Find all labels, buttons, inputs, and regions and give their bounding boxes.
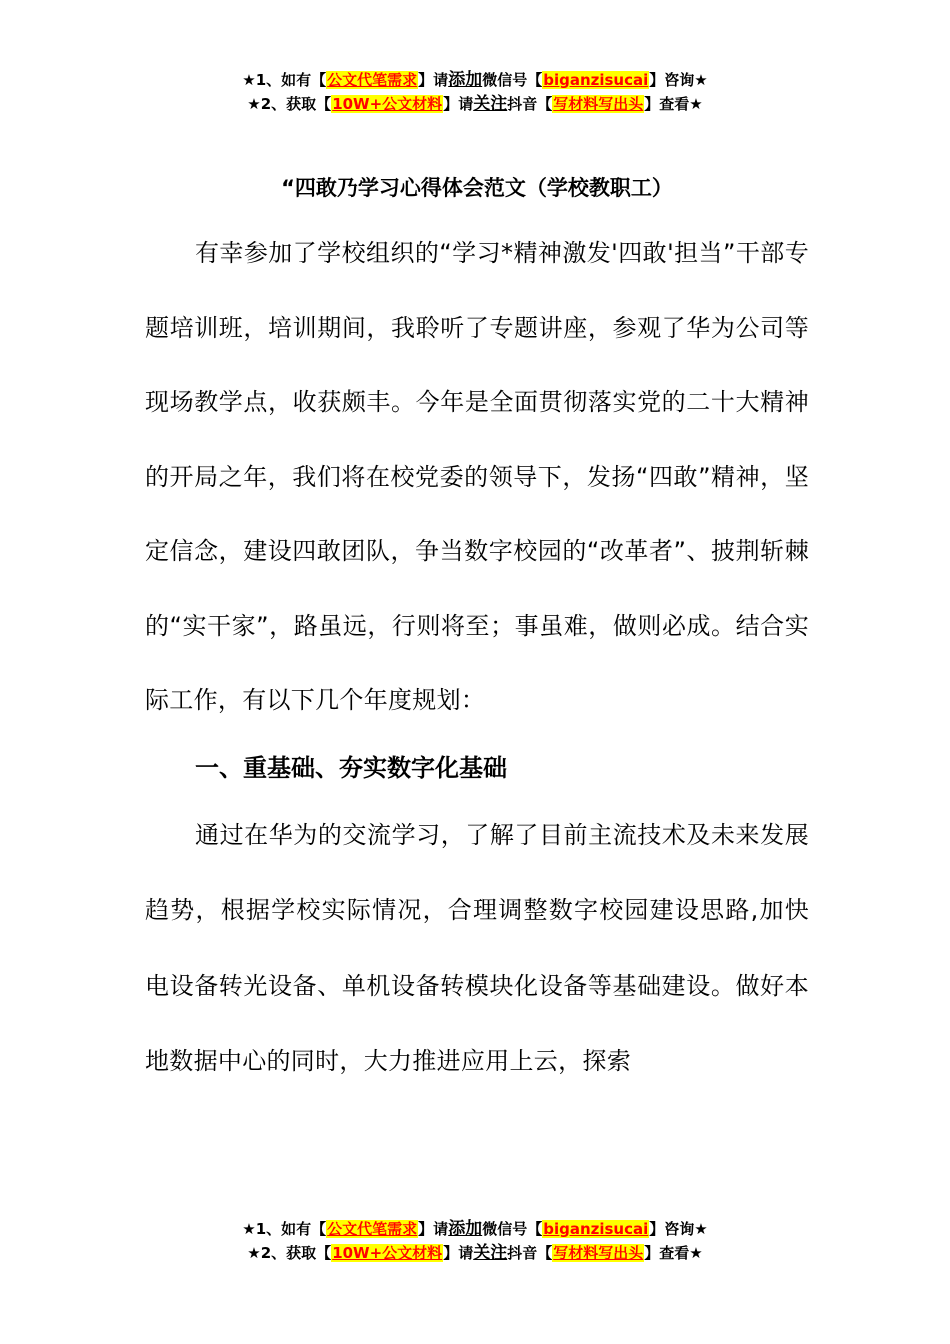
highlight-wechat-id: biganzisucai — [543, 71, 649, 89]
banner-emphasis: 添加 — [448, 70, 483, 90]
banner-text: 】请 — [443, 95, 474, 113]
highlight-service: 公文代笔需求 — [327, 71, 418, 89]
highlight-service: 公文代笔需求 — [327, 1220, 418, 1238]
highlight-materials: 10W+公文材料 — [332, 95, 443, 113]
banner-emphasis: 关注 — [473, 1243, 508, 1263]
highlight-douyin: 写材料写出头 — [553, 1244, 644, 1262]
banner-text: ★2、获取【 — [247, 95, 332, 113]
highlight-douyin: 写材料写出头 — [553, 95, 644, 113]
bottom-banner — [0, 1217, 950, 1265]
highlight-materials: 10W+公文材料 — [332, 1244, 443, 1262]
top-banner — [0, 68, 950, 116]
banner-text: 】请 — [418, 71, 449, 89]
paragraph-intro: 有幸参加了学校组织的“学习*精神激发'四敢'担当”干部专题培训班，培训期间，我聆听了专题讲座，参观了华为公司等现场教学点，收获颇丰。今年是全面贯彻落实党的二十大精神的开局之年，我们将在校党委的领导下，发扬“四敢”精神，坚定信念，建设四敢团队，争当数字校园的“改革者”、披荆斩棘的“实干家”，路虽远，行则将至；事虽难，做则必成。结合实际工作，有以下几个年度规划： — [145, 239, 809, 714]
banner-line-1 — [0, 68, 950, 92]
banner-emphasis: 添加 — [448, 1219, 483, 1239]
banner-line-1 — [0, 1217, 950, 1241]
highlight-wechat-id: biganzisucai — [543, 1220, 649, 1238]
banner-emphasis: 关注 — [473, 94, 508, 114]
banner-text: ★1、如有【 — [242, 71, 327, 89]
section-heading-1: 一、重基础、夯实数字化基础 — [195, 753, 507, 782]
banner-text: 】请 — [418, 1220, 449, 1238]
banner-text: 】咨询★ — [649, 1220, 708, 1238]
banner-text: 】咨询★ — [649, 71, 708, 89]
banner-text: ★1、如有【 — [242, 1220, 327, 1238]
banner-text: 抖音【 — [507, 95, 553, 113]
banner-line-2 — [0, 1241, 950, 1265]
document-title: “四敢乃学习心得体会范文（学校教职工） — [281, 176, 673, 200]
banner-text: 微信号【 — [482, 1220, 543, 1238]
banner-text: 微信号【 — [482, 71, 543, 89]
paragraph-section-1: 通过在华为的交流学习，了解了目前主流技术及未来发展趋势，根据学校实际情况，合理调整数字校园建设思路,加快电设备转光设备、单机设备转模块化设备等基础建设。做好本地数据中心的同时，大力推进应用上云，探索 — [145, 820, 809, 1075]
banner-text: 】查看★ — [644, 95, 703, 113]
document-body — [145, 160, 809, 1100]
banner-line-2 — [0, 92, 950, 116]
banner-text: 抖音【 — [507, 1244, 553, 1262]
banner-text: 】请 — [443, 1244, 474, 1262]
banner-text: ★2、获取【 — [247, 1244, 332, 1262]
banner-text: 】查看★ — [644, 1244, 703, 1262]
